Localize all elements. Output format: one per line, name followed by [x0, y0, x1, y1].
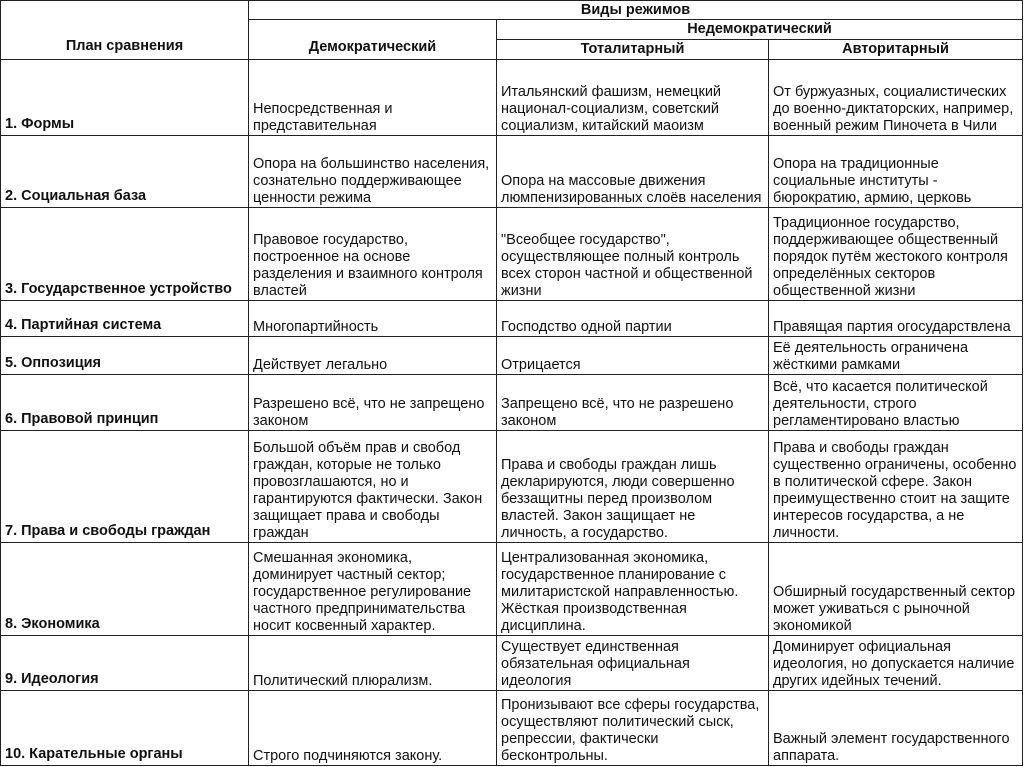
cell-authoritarian: Доминирует официальная идеология, но допускается наличие других идейных течений.: [769, 636, 1023, 691]
cell-democratic: Действует легально: [249, 337, 497, 375]
row-label: 4. Партийная система: [1, 301, 249, 337]
cell-democratic: Строго подчиняются закону.: [249, 691, 497, 766]
cell-totalitarian: Итальянский фашизм, немецкий национал-социализм, советский социализм, китайский маоизм: [497, 60, 769, 136]
header-authoritarian: Авторитарный: [769, 40, 1023, 60]
row-label: 6. Правовой принцип: [1, 375, 249, 431]
table-row: [1, 636, 1023, 691]
cell-democratic: Смешанная экономика, доминирует частный сектор; государственное регулирование частного предпринимательства носит косвенный характер.: [249, 543, 497, 636]
cell-democratic: Правовое государство, построенное на основе разделения и взаимного контроля властей: [249, 208, 497, 301]
cell-authoritarian: Всё, что касается политической деятельности, строго регламентировано властью: [769, 375, 1023, 431]
cell-authoritarian: Традиционное государство, поддерживающее общественный порядок путём жестокого контроля определённых секторов общественной жизни: [769, 208, 1023, 301]
header-plan: План сравнения: [1, 1, 249, 60]
cell-authoritarian: Права и свободы граждан существенно ограничены, особенно в политической сфере. Закон преимущественно стоит на защите интересов государства, а не личности.: [769, 431, 1023, 543]
table-row: [1, 60, 1023, 136]
row-label: 9. Идеология: [1, 636, 249, 691]
row-label: 8. Экономика: [1, 543, 249, 636]
table-row: [1, 691, 1023, 766]
cell-democratic: Непосредственная и представительная: [249, 60, 497, 136]
table-row: [1, 543, 1023, 636]
cell-authoritarian: Правящая партия огосударствлена: [769, 301, 1023, 337]
table-row: [1, 431, 1023, 543]
cell-totalitarian: Опора на массовые движения люмпенизированных слоёв населения: [497, 136, 769, 208]
cell-totalitarian: Господство одной партии: [497, 301, 769, 337]
cell-democratic: Политический плюрализм.: [249, 636, 497, 691]
cell-totalitarian: Существует единственная обязательная официальная идеология: [497, 636, 769, 691]
cell-democratic: Многопартийность: [249, 301, 497, 337]
cell-democratic: Опора на большинство населения, сознательно поддерживающее ценности режима: [249, 136, 497, 208]
row-label: 10. Карательные органы: [1, 691, 249, 766]
cell-authoritarian: Важный элемент государственного аппарата.: [769, 691, 1023, 766]
header-totalitarian: Тоталитарный: [497, 40, 769, 60]
table-row: [1, 337, 1023, 375]
row-label: 7. Права и свободы граждан: [1, 431, 249, 543]
cell-totalitarian: Запрещено всё, что не разрешено законом: [497, 375, 769, 431]
cell-democratic: Большой объём прав и свобод граждан, которые не только провозглашаются, но и гарантируются фактически. Закон защищает права и свободы граждан: [249, 431, 497, 543]
cell-authoritarian: Обширный государственный сектор может уживаться с рыночной экономикой: [769, 543, 1023, 636]
table-row: [1, 136, 1023, 208]
cell-authoritarian: Опора на традиционные социальные институты - бюрократию, армию, церковь: [769, 136, 1023, 208]
cell-totalitarian: Пронизывают все сферы государства, осуществляют политический сыск, репрессии, фактически бесконтрольны.: [497, 691, 769, 766]
row-label: 5. Оппозиция: [1, 337, 249, 375]
cell-authoritarian: Её деятельность ограничена жёсткими рамками: [769, 337, 1023, 375]
header-undemocratic: Недемократический: [497, 20, 1023, 40]
cell-totalitarian: Права и свободы граждан лишь декларируются, люди совершенно беззащитны перед произволом властей. Закон защищает не личность, а государство.: [497, 431, 769, 543]
row-label: 1. Формы: [1, 60, 249, 136]
cell-democratic: Разрешено всё, что не запрещено законом: [249, 375, 497, 431]
cell-totalitarian: "Всеобщее государство", осуществляющее полный контроль всех сторон частной и общественной жизни: [497, 208, 769, 301]
table-row: [1, 208, 1023, 301]
row-label: 2. Социальная база: [1, 136, 249, 208]
row-label: 3. Государственное устройство: [1, 208, 249, 301]
cell-authoritarian: От буржуазных, социалистических до военно-диктаторских, например, военный режим Пиночета в Чили: [769, 60, 1023, 136]
table-row: [1, 375, 1023, 431]
header-democratic: Демократический: [249, 20, 497, 60]
cell-totalitarian: Отрицается: [497, 337, 769, 375]
cell-totalitarian: Централизованная экономика, государственное планирование с милитаристской направленностью. Жёсткая производственная дисциплина.: [497, 543, 769, 636]
table-row: [1, 301, 1023, 337]
header-regimes: Виды режимов: [249, 1, 1023, 20]
